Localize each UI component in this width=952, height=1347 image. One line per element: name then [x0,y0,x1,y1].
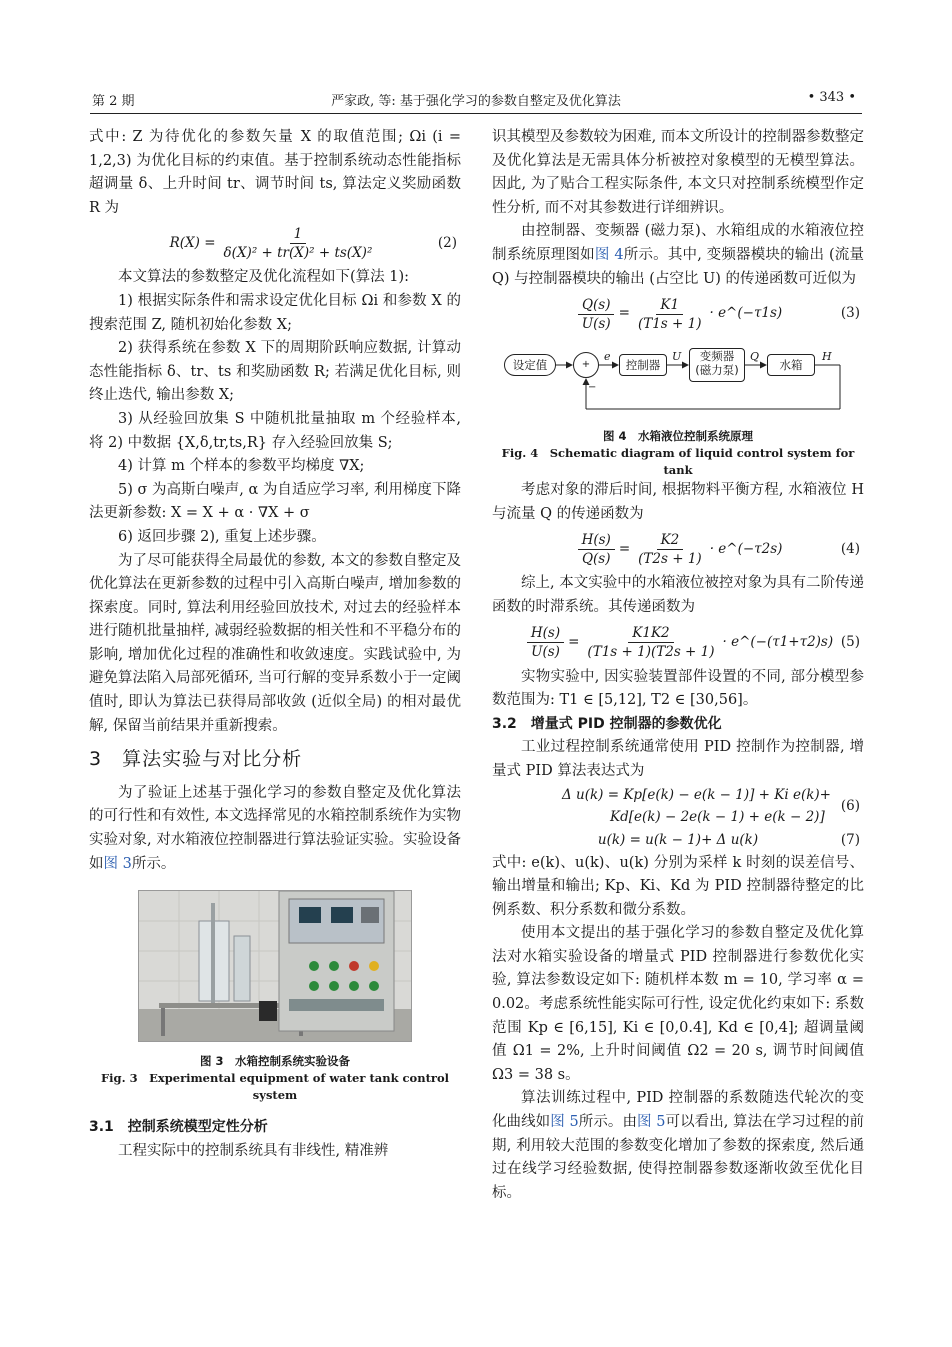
equation-number: (3) [840,305,860,322]
inverter-block: 变频器 (磁力泵) [689,348,745,382]
paragraph: 工业过程控制系统通常使用 PID 控制作为控制器, 增量式 PID 算法表达式为 [492,739,864,779]
paragraph: 实物实验中, 因实验装置部件设置的不同, 部分模型参数范围为: T1 ∈ [5,12], T2 ∈ [30,56]。 [492,668,864,709]
paragraph: 使用本文提出的基于强化学习的参数自整定及优化算法对水箱实验设备的增量式 PID 控制器进行参数优化实验, 算法参数设定如下: 随机样本数 m = 10, 学习率 α = 0.02。考虑系统性能实际可行性, 设定优化约束如下: 系数范围 Kp ∈ [6,15], Ki ∈ [0,0.4], Kd ∈ [0,4]; 超调量阈值 Ω1 = 2%, 上升时间阈值 Ω2 = 20 s, 调节时间阈值 Ω3 = 38 s。 [492,925,864,1083]
equation-number: (5) [840,633,860,650]
equation-line: u(k) = u(k − 1)+ Δ u(k) [597,831,759,848]
denominator: (T1s + 1) [637,315,702,332]
step: 4) 计算 m 个样本的参数平均梯度 ∇X; [118,458,365,475]
step: 6) 返回步骤 2), 重复上述步骤。 [118,528,326,545]
running-header [90,90,862,112]
exponential-term: · e^(−τ2s) [709,540,783,557]
text: 所示。由 [578,1114,637,1131]
text: 所示。其中, 变频器模块的输出 (流量 Q) 与控制器模块的输出 (占空比 U) 的传递函数可近似为 [492,246,864,287]
q-label: Q [750,350,760,364]
paragraph: 综上, 本文实验中的水箱液位被控对象为具有二阶传递函数的时滞系统。其传递函数为 [492,575,864,615]
figure-3-caption-en: Fig. 3 Experimental equipment of water tank control system [101,1071,449,1103]
text: 算法训练过程中, PID 控制器的系数随迭代轮次的变化曲线如 [492,1090,864,1131]
equation-6 [492,784,864,828]
equation-number: (4) [840,540,860,557]
setpoint-block: 设定值 [504,354,556,376]
numerator: H(s) [578,531,615,550]
minus-sign: − [588,382,597,394]
fraction [634,296,706,333]
algorithm-steps [89,266,461,549]
error-label: e [604,350,611,364]
fraction [220,225,377,262]
text: 可以看出, 算法在学习过程的前期, 利用较大范围的参数变化增加了参数的探索度, 然后通过在线学习经验数据, 使得控制器参数逐渐收敛至优化目标。 [492,1114,864,1201]
fraction [583,624,718,661]
equation-line: Kd[e(k) − 2e(k − 1) + e(k − 2)] [610,808,825,825]
equation-lhs: R(X) = [169,234,216,251]
numerator: 1 [290,225,307,244]
equation-4: $\frac{H(s)}{Q(s)}$ = $\frac{K2}{(T2s + 1)}$ · e^(−τ2s) (4) [492,526,864,572]
u-label: U [672,350,682,364]
exponential-term: · e^(−τ1s) [709,305,783,322]
denominator: Q(s) [581,550,611,567]
equation-3: $\frac{Q(s)}{U(s)}$ = $\frac{K1}{(T1s + 1)}$ · e^(−τ1s) (3) [492,291,864,337]
step: 本文算法的参数整定及优化流程如下(算法 1): [118,269,410,286]
numerator: H(s) [527,624,564,643]
numerator: K1K2 [628,624,673,643]
denominator: U(s) [581,315,611,332]
fraction [634,531,706,568]
section-heading: 3 算法实验与对比分析 [89,748,303,771]
figure-4-caption-en: Fig. 4 Schematic diagram of liquid control system for tank [501,446,855,478]
step: 2) 获得系统在参数 X 下的周期阶跃响应数据, 计算动态性能指标 δ、tr、ts 和奖励函数 R; 若满足优化目标, 则终止迭代, 输出参数 X; [89,340,461,404]
figure-4-caption-zh: 图 4 水箱液位控制系统原理 [602,429,753,444]
fraction [578,296,615,333]
equation-2 [89,220,461,266]
paragraph: 式中: Z 为待优化的参数矢量 X 的取值范围; Ωi (i = 1,2,3) 为优化目标的约束值。基于控制系统动态性能指标超调量 δ、上升时间 tr、调节时间 ts, 算法定义奖励函数 R 为 [89,129,461,216]
text: 所示。 [131,855,176,872]
figure-link[interactable]: 图 4 [594,246,624,263]
denominator: δ(X)² + tr(X)² + ts(X)² [223,244,373,261]
running-title: 严家政, 等: 基于强化学习的参数自整定及优化算法 [331,94,621,109]
figure-3-caption-zh: 图 3 水箱控制系统实验设备 [199,1054,350,1069]
equation-5: $\frac{H(s)}{U(s)}$ = $\frac{K1K2}{(T1s + 1)(T2s + 1)}$ · e^(−(τ1+τ2)s) (5) [492,620,864,666]
left-column [89,126,461,1163]
figure-link[interactable]: 图 3 [103,855,132,872]
paragraph: 为了尽可能获得全局最优的参数, 本文的参数自整定及优化算法在更新参数的过程中引入高斯白噪声, 增加参数的探索度。同时, 算法利用经验回放技术, 对过去的经验样本进行随机批量抽样, 减弱经验数据的相关性和不平稳分布的影响, 增加优化过程的准确性和收敛速度。实践试验中, 为避免算法陷入局部死循环, 当可行解的变异系数小于一定阈值时, 即认为算法已获得局部收敛 (近似全局) 的相对最优解, 保留当前结果并重新搜索。 [89,552,461,734]
right-column [492,126,864,1205]
equipment-photo-drawing [139,891,411,1041]
tank-block: 水箱 [767,354,815,376]
equation-number: (6) [840,797,860,814]
paragraph: 考虑对象的滞后时间, 根据物料平衡方程, 水箱液位 H 与流量 Q 的传递函数为 [492,482,864,522]
numerator: K1 [656,296,683,315]
equation-number: (2) [437,234,457,251]
figure-4-diagram [492,343,864,423]
equipment-photo [138,890,412,1042]
paragraph [492,220,864,291]
numerator: K2 [657,531,684,550]
equation-7 [492,828,864,852]
paragraph: 工程实际中的控制系统具有非线性, 精准辨 [118,1142,389,1159]
figure-link[interactable]: 图 5 [550,1114,579,1131]
paragraph: 识其模型及参数较为困难, 而本文所设计的控制器参数整定及优化算法是无需具体分析被控对象模型的无模型算法。因此, 为了贴合工程实际条件, 本文只对控制系统模型作定性分析, 而不对其参数进行详细辨识。 [492,129,864,216]
paragraph: 式中: e(k)、u(k)、u(k) 分别为采样 k 时刻的误差信号、输出增量和输出; Kp、Ki、Kd 为 PID 控制器待整定的比例系数、积分系数和微分系数。 [492,854,864,918]
summing-junction: + [573,352,599,378]
controller-block: 控制器 [619,354,667,376]
numerator: Q(s) [578,296,615,315]
step: 5) σ 为高斯白噪声, α 为自适应学习率, 利用梯度下降法更新参数: X = X + α · ∇X + σ [89,481,461,522]
fraction [527,624,564,661]
text: 为了验证上述基于强化学习的参数自整定及优化算法的可行性和有效性, 本文选择常见的水箱控制系统作为实物实验对象, 对水箱液位控制器进行算法验证实验。实验设备如 [89,784,461,872]
exponential-term: · e^(−(τ1+τ2)s) [722,633,834,650]
h-label: H [822,350,832,364]
header-rule [90,113,862,114]
denominator: (T2s + 1) [638,550,702,567]
step: 1) 根据实际条件和需求设定优化目标 Ωi 和参数 X 的搜索范围 Z, 随机初始化参数 X; [89,292,461,333]
issue-number: 第 2 期 [92,94,135,109]
paragraph [492,1087,864,1205]
fraction [578,531,615,568]
equation-number: (7) [840,831,860,848]
step: 3) 从经验回放集 S 中随机批量抽取 m 个经验样本, 将 2) 中数据 {X,δ,tr,ts,R} 存入经验回放集 S; [89,410,461,451]
equation-line: Δ u(k) = Kp[e(k) − e(k − 1)] + Ki e(k)+ [562,786,831,803]
text: 由控制器、变频器 (磁力泵)、水箱组成的水箱液位控制系统原理图如 [492,223,864,263]
figure-link[interactable]: 图 5 [637,1114,666,1131]
subsection-heading: 3.1 控制系统模型定性分析 [89,1119,268,1136]
denominator: U(s) [531,644,560,661]
page-number: • 343 • [807,90,856,105]
subsection-heading: 3.2 增量式 PID 控制器的参数优化 [492,715,722,732]
paragraph [89,782,461,876]
denominator: (T1s + 1)(T2s + 1) [587,644,715,661]
